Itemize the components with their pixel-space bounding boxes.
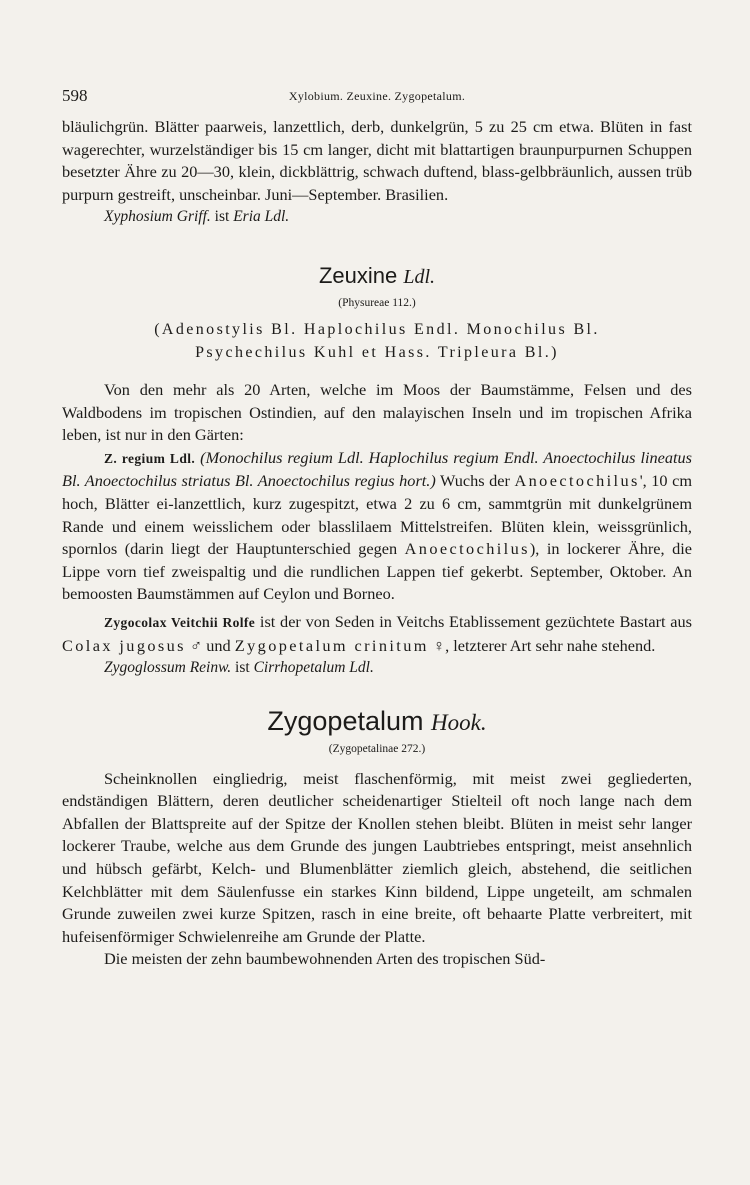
zeuxine-intro: Von den mehr als 20 Arten, welche im Moos der Baumstämme, Felsen und des Waldbodens im tropischen Ostindien, auf den malayischen Inseln und im tropischen Afrika leben, ist nur in den Gärten:: [62, 379, 692, 445]
female-symbol: ♀,: [428, 635, 450, 655]
genus-author: Hook.: [431, 709, 487, 735]
species-text: ', 10 cm hoch, Blätter ei-lanzettlich, kurz zugespitzt, etwa 2 zu 6 cm, sammtgrün mit dunkelgrünem Rande und einem weisslichem oder blasslilaem Mittelstreifen. Blüten klein, weissgrünlich, spornlos (darin liegt der Hauptunterschied gegen: [62, 471, 692, 559]
hybrid-text: letzterer Art sehr nahe stehend.: [449, 635, 656, 655]
zygoglossum-reference: [62, 657, 692, 680]
xyphosium-reference: [62, 206, 692, 229]
zygocolax-entry: [62, 611, 692, 657]
species-spaced-name: Anoectochilus: [514, 471, 640, 491]
parent-2: Zygopetalum crinitum: [234, 635, 429, 655]
xylobium-description: bläulichgrün. Blätter paarweis, lanzettlich, derb, dunkelgrün, 5 zu 25 cm etwa. Blüten in fast wagerechter, wurzelständiger bis 15 cm langer, dicht mit blattartigen braunpurpurnen Schuppen besetzter Ähre zu 20—30, klein, dickblättrig, schwach duftend, blass-gelbbräunlich, aussen trüb purpurn gestreift, unscheinbar. Juni—September. Brasilien.: [62, 117, 692, 204]
species-spaced-name: Anoectochilus: [404, 539, 530, 559]
reference-connector: ist: [231, 659, 254, 677]
tribe-label: (Zygopetalinae 272.): [328, 742, 426, 755]
hybrid-text: ist der von Seden in Veitchs Etablissement gezüchtete Bastart aus: [255, 611, 693, 631]
species-text: Wuchs der: [435, 471, 515, 491]
running-title: Xylobium. Zeuxine. Zygopetalum.: [288, 89, 466, 103]
species-synonyms: (Monochilus regium Ldl. Haplochilus regium Endl. Anoectochilus lineatus Bl. Anoectochilus striatus Bl. Anoectochilus regius hort.): [62, 447, 692, 491]
genus-author: Ldl.: [403, 265, 436, 288]
page-number: 598: [62, 86, 88, 105]
genus-name: Zeuxine: [318, 262, 398, 288]
reference-name: Zygoglossum Reinw.: [104, 659, 232, 677]
synonyms-line-2: Psychechilus Kuhl et Hass. Tripleura Bl.): [195, 343, 559, 361]
genus-name: Zygopetalum: [267, 705, 424, 736]
genus-heading-zeuxine: [62, 261, 692, 292]
genus-heading-zygopetalum: [62, 706, 692, 738]
tribe-label: (Physureae 112.): [338, 296, 416, 309]
species-name: Z. regium Ldl.: [104, 450, 196, 466]
male-symbol: ♂ und: [185, 635, 235, 655]
reference-connector: ist: [210, 208, 234, 226]
species-text: ), in lockerer Ähre, die Lippe vorn tief zweispaltig und die rundlichen Lappen tief gekerbt. September, Oktober. An bemoosten Baumstämmen auf Ceylon und Borneo.: [62, 539, 692, 604]
hybrid-name: Zygocolax Veitchii Rolfe: [104, 614, 256, 630]
running-head: [62, 86, 692, 106]
parent-1: Colax jugosus: [62, 635, 186, 655]
reference-target: Cirrhopetalum Ldl.: [253, 659, 374, 677]
synonyms-line-1: (Adenostylis Bl. Haplochilus Endl. Monochilus Bl.: [154, 320, 600, 338]
reference-target: Eria Ldl.: [233, 208, 290, 226]
zeuxine-regium-entry: [62, 447, 692, 606]
page-body: [62, 116, 692, 971]
zygopetalum-description: Scheinknollen eingliedrig, meist flaschenförmig, mit meist zwei gegliederten, endständigen Blättern, deren deutlicher scheidenartiger Stielteil oft noch lange nach dem Abfallen der Blattspreite auf der Spitze der Knollen stehen bleibt. Blüten in meist sehr langer lockerer Traube, welche aus dem Grunde des jungen Laubtriebes entspringt, meist ansehnlich und hübsch gefärbt, Kelch- und Blumenblätter ziemlich gleich, abstehend, die seitlichen Kelchblätter mit dem Säulenfusse ein starkes Kinn bildend, Lippe ungeteilt, am schmalen Grunde zuweilen zwei kurze Spitzen, rasch in eine breite, oft behaarte Platte verbreitert, mit hufeisenförmiger Schwielenreihe am Grunde der Platte.: [62, 768, 692, 946]
zygopetalum-species-intro: Die meisten der zehn baumbewohnenden Arten des tropischen Süd-: [104, 949, 546, 969]
reference-name: Xyphosium Griff.: [104, 208, 211, 226]
